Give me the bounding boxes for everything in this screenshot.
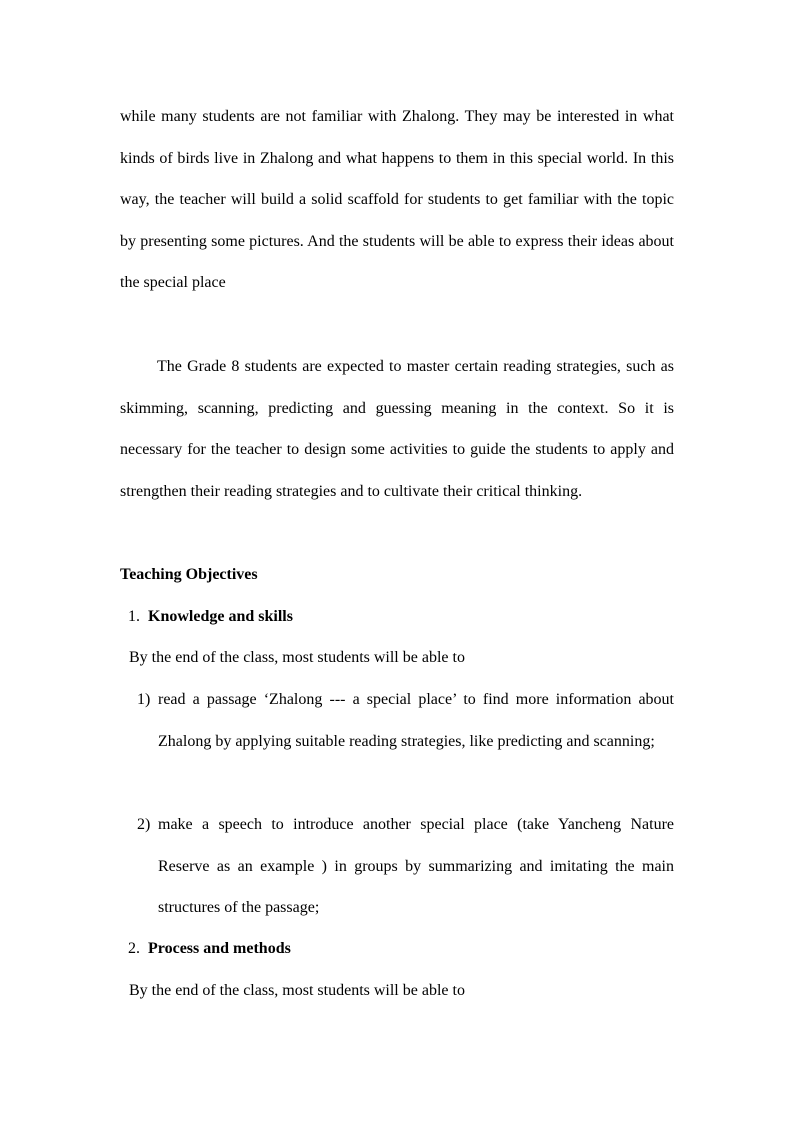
objective-1-title: Knowledge and skills (148, 608, 293, 625)
list-item-text: make a speech to introduce another special place (take Yancheng Nature Reserve as an example ) in groups by summarizing and imitating the main structures of the passage; (158, 816, 674, 917)
objective-1-heading (128, 607, 293, 627)
section-heading-teaching-objectives: Teaching Objectives (120, 566, 258, 583)
paragraph-intro-continued: while many students are not familiar with Zhalong. They may be interested in what kinds of birds live in Zhalong and what happens to them in this special world. In this way, the teacher will build a solid scaffold for students to get familiar with the topic by presenting some pictures. And the students will be able to express their ideas about the special place (120, 108, 674, 292)
objective-1-lead: By the end of the class, most students will be able to (129, 649, 465, 666)
objective-1-item-1 (137, 679, 674, 762)
objective-1-number: 1. (128, 608, 140, 625)
list-marker: 2) (137, 816, 151, 833)
paragraph-reading-strategies: The Grade 8 students are expected to master certain reading strategies, such as skimming, scanning, predicting and guessing meaning in the context. So it is necessary for the teacher to design some activities to guide the students to apply and strengthen their reading strategies and to cultivate their critical thinking. (120, 358, 674, 500)
list-marker: 1) (137, 691, 151, 708)
list-item-text: read a passage ‘Zhalong --- a special place’ to find more information about Zhalong by applying suitable reading strategies, like predicting and scanning; (158, 691, 674, 750)
objective-1-item-2 (137, 804, 674, 929)
objective-2-title: Process and methods (148, 940, 291, 957)
objective-2-lead: By the end of the class, most students will be able to (129, 982, 465, 999)
objective-2-number: 2. (128, 940, 140, 957)
objective-2-heading (128, 939, 291, 959)
